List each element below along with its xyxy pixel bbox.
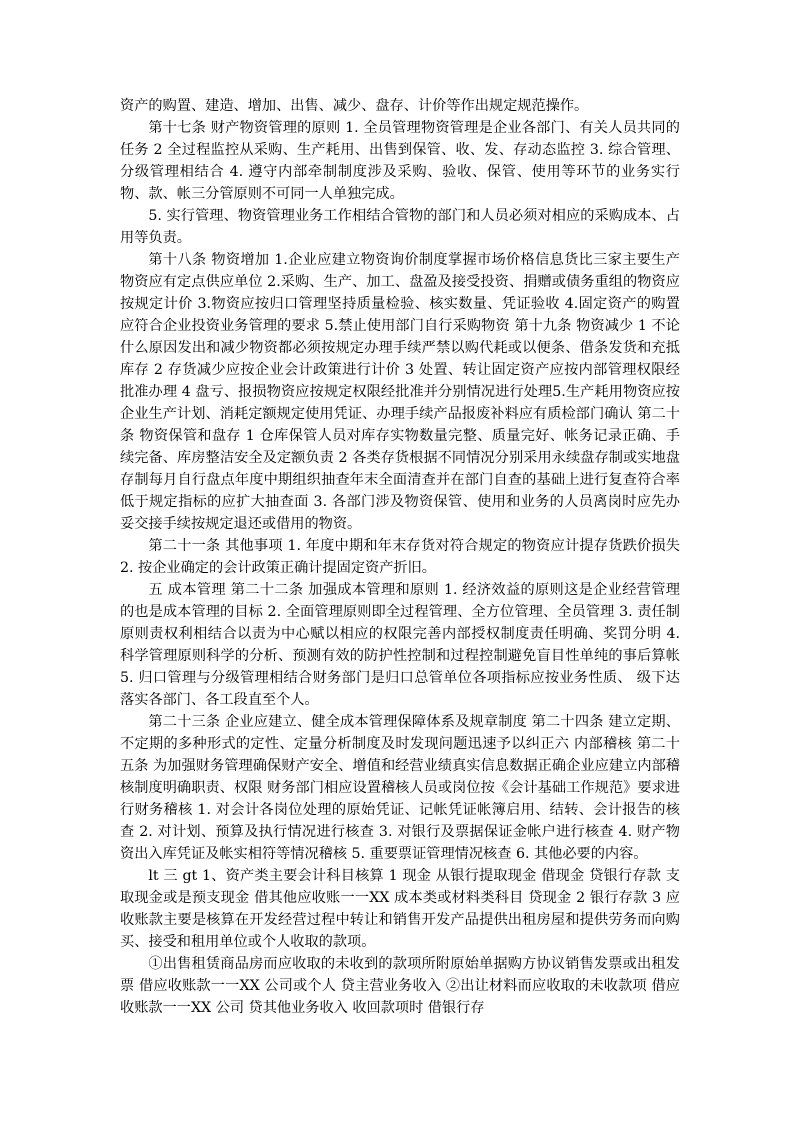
paragraph-1: 资产的购置、建造、增加、出售、减少、盘存、计价等作出规定规范操作。 bbox=[120, 98, 589, 114]
paragraph-8: lt 三 gt 1、资产类主要会计科目核算 1 现金 从银行提取现金 借现金 贷银行存款 支取现金或是预支现金 借其他应收账一一XX 成本类或材料类科目 贷现金 2 银行存款 3 应收账款主要是核算在开发经营过程中转让和销售开发产品提供出租房屋和提供劳务而向购买、接受和租用单位或个人收取的款项。 bbox=[120, 868, 680, 950]
paragraph-6: 五 成本管理 第二十二条 加强成本管理和原则 1. 经济效益的原则这是企业经营管理的也是成本管理的目标 2. 全面管理原则即全过程管理、全方位管理、全员管理 3. 责任制原则责权利相结合以责为中心赋以相应的权限完善内部授权制度责任明确、奖罚分明 4. 科学管理原则科学的分析、预测有效的防护性控制和过程控制避免盲目性单纯的事后算帐 5. 归口管理与分级管理相结合财务部门是归口总管单位各项指标应按业务性质、 级下达落实各部门、各工段直至个人。 bbox=[120, 582, 680, 708]
document-body bbox=[120, 95, 680, 1019]
paragraph-7: 第二十三条 企业应建立、健全成本管理保障体系及规章制度 第二十四条 建立定期、不定期的多种形式的定性、定量分析制度及时发现问题迅速予以纠正六 内部稽核 第二十五条 为加强财务管理确保财产安全、增值和经营业绩真实信息数据正确企业应建立内部稽核制度明确职责、权限 财务部门相应设置稽核人员或岗位按《会计基础工作规范》要求进行财务稽核 1. 对会计各岗位处理的原始凭证、记帐凭证帐簿启用、结转、会计报告的核查 2. 对计划、预算及执行情况进行核查 3. 对银行及票据保证金帐户进行核查 4. 财产物资出入库凭证及帐实相符等情况稽核 5. 重要票证管理情况核查 6. 其他必要的内容。 bbox=[120, 714, 680, 862]
paragraph-9: ①出售租赁商品房而应收取的未收到的款项所附原始单据购方协议销售发票或出租发票 借应收账款一一XX 公司或个人 贷主营业务收入 ②出让材料而应收取的未收款项 借应收账款一一XX 公司 贷其他业务收入 收回款项时 借银行存 bbox=[120, 956, 680, 1016]
paragraph-3: 5. 实行管理、物资管理业务工作相结合管物的部门和人员必须对相应的采购成本、占用等负责。 bbox=[120, 208, 680, 246]
paragraph-4: 第十八条 物资增加 1.企业应建立物资询价制度掌握市场价格信息货比三家主要生产物资应有定点供应单位 2.采购、生产、加工、盘盈及接受投资、捐赠或债务重组的物资应按规定计价 3.物资应按归口管理坚持质量检验、核实数量、凭证验收 4.固定资产的购置应符合企业投资业务管理的要求 5.禁止使用部门自行采购物资 第十九条 物资减少 1 不论什么原因发出和减少物资都必须按规定办理手续严禁以购代耗或以便条、借条发货和充抵库存 2 存货减少应按企业会计政策进行计价 3 处置、转让固定资产应按内部管理权限经批准办理 4 盘亏、报损物资应按规定权限经批准并分别情况进行处理5.生产耗用物资应按企业生产计划、消耗定额规定使用凭证、办理手续产品报废补料应有质检部门确认 第二十条 物资保管和盘存 1 仓库保管人员对库存实物数量完整、质量完好、帐务记录正确、手续完备、库房整洁安全及定额负责 2 各类存货根据不同情况分别采用永续盘存制或实地盘存制每月自行盘点年度中期组织抽查年末全面清查并在部门自查的基础上进行复查符合率低于规定指标的应扩大抽查面 3. 各部门涉及物资保管、使用和业务的人员离岗时应先办妥交接手续按规定退还或借用的物资。 bbox=[120, 252, 680, 532]
paragraph-2: 第十七条 财产物资管理的原则 1. 全员管理物资管理是企业各部门、有关人员共同的任务 2 全过程监控从采购、生产耗用、出售到保管、收、发、存动态监控 3. 综合管理、分级管理相结合 4. 遵守内部牵制制度涉及采购、验收、保管、使用等环节的业务实行物、款、帐三分管原则不可同一人单独完成。 bbox=[120, 120, 680, 202]
paragraph-5: 第二十一条 其他事项 1. 年度中期和年末存货对符合规定的物资应计提存货跌价损失 2. 按企业确定的会计政策正确计提固定资产折旧。 bbox=[120, 538, 680, 576]
